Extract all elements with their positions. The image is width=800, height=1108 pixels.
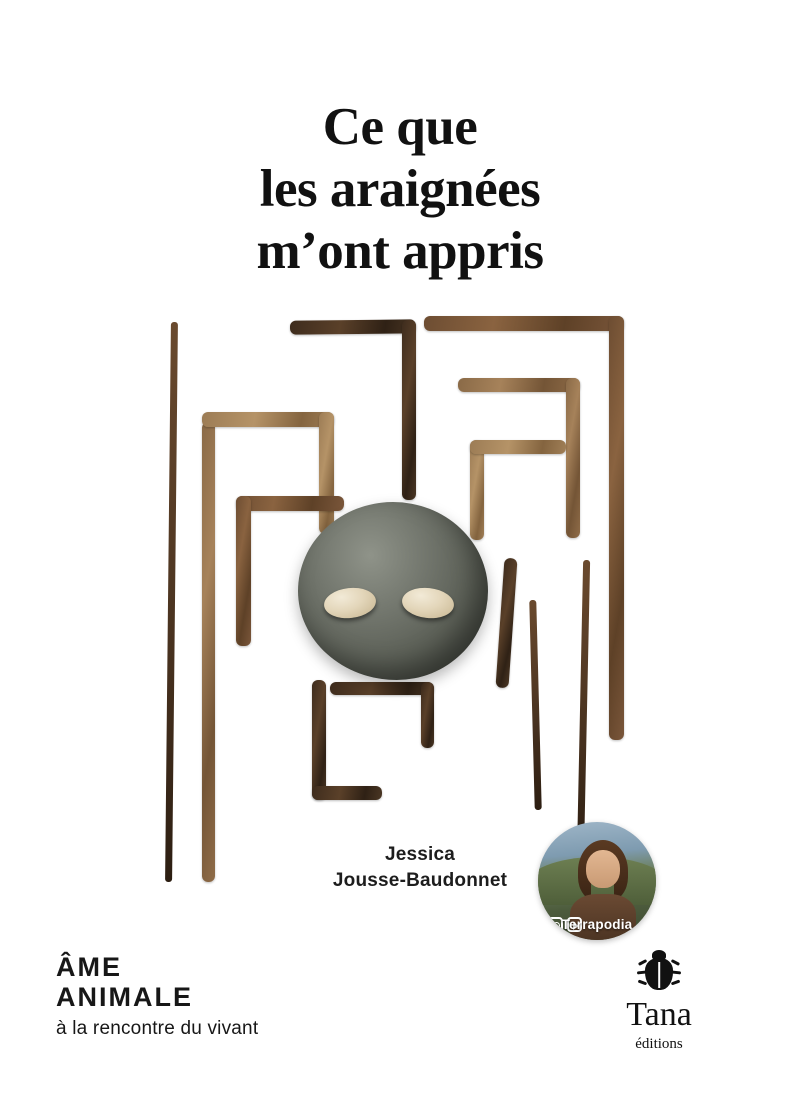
- title-line-3: m’ont appris: [256, 222, 544, 280]
- beetle-shell: [645, 958, 673, 990]
- spider-eye-left: [323, 585, 378, 620]
- stick-leg-left-mid-vertical: [236, 496, 251, 646]
- author-photo-badge: [538, 822, 656, 940]
- stick-leg-right-mid-horizontal: [470, 440, 566, 454]
- stick-leg-left-upper-vertical: [319, 412, 334, 534]
- collection-block: [56, 952, 258, 1040]
- spider-eye-right: [401, 585, 456, 620]
- social-handle: Terrapodia: [561, 917, 633, 932]
- collection-tagline: à la rencontre du vivant: [56, 1018, 259, 1040]
- publisher-block: [574, 948, 744, 1053]
- stick-leg-left-lower-horizontal: [312, 786, 382, 800]
- stick-leg-right-needle-inner: [529, 600, 541, 810]
- stick-leg-bottom-center-vertical: [421, 682, 434, 748]
- stick-leg-far-right: [577, 560, 590, 860]
- stick-leg-far-left: [165, 322, 178, 882]
- publisher-name: Tana: [626, 996, 692, 1033]
- page-title: [0, 96, 800, 282]
- author-last-name: Jousse-Baudonnet: [332, 869, 508, 891]
- stick-leg-left-outer: [202, 422, 215, 882]
- beetle-icon: [639, 948, 679, 992]
- collection-line-2: ANIMALE: [56, 982, 193, 1013]
- stick-leg-right-upper-vertical: [566, 378, 580, 538]
- title-line-1: Ce que: [322, 98, 478, 156]
- stick-leg-left-upper-horizontal: [202, 412, 334, 427]
- beetle-leg: [671, 980, 680, 986]
- stick-leg-top-right-vertical: [609, 316, 624, 740]
- stick-leg-right-lower: [495, 558, 517, 689]
- beetle-leg: [672, 971, 681, 975]
- beetle-leg: [671, 959, 680, 966]
- collection-line-1: ÂME: [56, 952, 122, 982]
- stick-leg-top-right-horizontal: [424, 316, 624, 331]
- author-first-name: Jessica: [384, 844, 456, 865]
- author-name: [300, 842, 540, 893]
- badge-person-head: [586, 850, 620, 888]
- stick-leg-left-lower-vertical: [312, 680, 326, 800]
- spider-body-stone: [298, 502, 488, 680]
- stick-leg-bottom-center-horizontal: [330, 682, 434, 695]
- stick-leg-top-left-vertical: [402, 320, 416, 500]
- title-line-2: les araignées: [259, 160, 541, 218]
- stick-leg-top-left-horizontal: [290, 319, 416, 334]
- stick-leg-right-mid-vertical: [470, 440, 484, 540]
- publisher-subtitle: éditions: [635, 1036, 683, 1052]
- stick-leg-left-mid-horizontal: [236, 496, 344, 511]
- stick-leg-right-upper-horizontal: [458, 378, 580, 392]
